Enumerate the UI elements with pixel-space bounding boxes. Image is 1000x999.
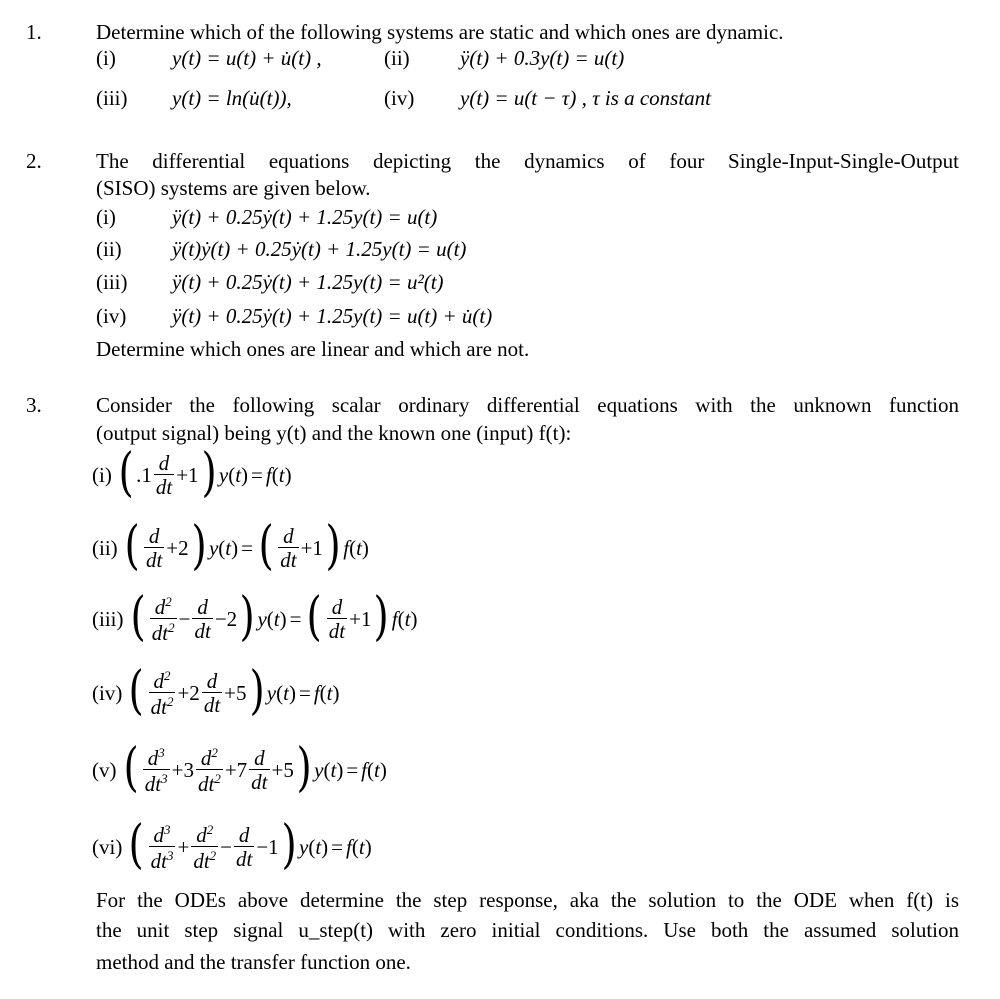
ode-ii: (ii) ( $\frac{d}{dt}$ +2 ) y ( t ) = ( $\frac{d}{dt}$ +1 ) f ( t ) (92, 516, 369, 576)
q2-item-1-label: (i) (96, 205, 116, 229)
question-3-prompt-line-2: (output signal) being y(t) and the known one (input) f(t): (96, 421, 572, 445)
ode-vi: (vi) ( $\frac{d^3}{dt^3}$ + $\frac{d^2}{dt^2}$ − $\frac{d}{dt}$ −1 ) y ( t ) = f ( t ) (92, 815, 372, 875)
question-3-closing-line-3: method and the transfer function one. (96, 950, 411, 974)
ode-vi-label: (vi) (92, 834, 123, 859)
question-1-number: 1. (26, 20, 42, 44)
q1-item-4-equation: y(t) = u(t − τ) , τ is a constant (460, 86, 712, 110)
ode-iii: (iii) ( $\frac{d^2}{dt^2}$ − $\frac{d}{dt}$ −2 ) y ( t ) = ( $\frac{d}{dt}$ +1 ) f ( t ) (92, 587, 418, 647)
q1-item-2-label: (ii) (384, 46, 410, 70)
ode-ii-label: (ii) (92, 535, 118, 560)
q2-item-3-label: (iii) (96, 270, 128, 294)
q1-item-2-equation: ÿ(t) + 0.3y(t) = u(t) (460, 46, 625, 70)
question-3-prompt-line-1: Consider the following scalar ordinary differential equations with the unknown function (96, 393, 959, 417)
ode-i-label: (i) (92, 462, 112, 487)
ode-iii-label: (iii) (92, 606, 124, 631)
q2-item-1-equation: ÿ(t) + 0.25ẏ(t) + 1.25y(t) = u(t) (172, 205, 438, 229)
q1-item-3-label: (iii) (96, 86, 128, 110)
q1-item-1-equation: y(t) = u(t) + u̇(t) , (172, 46, 322, 70)
q2-item-4-label: (iv) (96, 304, 127, 328)
q2-item-4-equation: ÿ(t) + 0.25ẏ(t) + 1.25y(t) = u(t) + u̇(t) (172, 304, 493, 328)
q1-item-1-label: (i) (96, 46, 116, 70)
ode-iv-label: (iv) (92, 680, 123, 705)
ode-v-label: (v) (92, 757, 117, 782)
ode-iv: (iv) ( $\frac{d^2}{dt^2}$ +2 $\frac{d}{dt}$ +5 ) y ( t ) = f ( t ) (92, 661, 340, 721)
question-3-closing-line-1: For the ODEs above determine the step response, aka the solution to the ODE when f(t) is (96, 888, 959, 912)
question-2-prompt-line-1: The differential equations depicting the dynamics of four Single-Input-Single-Output (96, 149, 959, 173)
q2-item-2-label: (ii) (96, 237, 122, 261)
q2-item-2-equation: ÿ(t)ẏ(t) + 0.25ẏ(t) + 1.25y(t) = u(t) (172, 237, 467, 261)
q1-item-4-label: (iv) (384, 86, 415, 110)
question-2-closing: Determine which ones are linear and which are not. (96, 337, 530, 361)
question-2-prompt-line-2: (SISO) systems are given below. (96, 176, 371, 200)
ode-v: (v) ( $\frac{d^3}{dt^3}$ +3 $\frac{d^2}{dt^2}$ +7 $\frac{d}{dt}$ +5 ) y ( t ) = f ( t ) (92, 738, 387, 798)
question-1-prompt: Determine which of the following systems are static and which ones are dynamic. (96, 20, 784, 44)
ode-i: (i) ( .1 $\frac{d}{dt}$ +1 ) y ( t ) = f ( t ) (92, 443, 292, 503)
q1-item-3-equation: y(t) = ln(u̇(t)), (172, 86, 292, 110)
question-3-closing-line-2: the unit step signal u_step(t) with zero initial conditions. Use both the assumed solution (96, 918, 959, 942)
question-3-number: 3. (26, 393, 42, 417)
q2-item-3-equation: ÿ(t) + 0.25ẏ(t) + 1.25y(t) = u²(t) (172, 270, 444, 294)
question-2-number: 2. (26, 149, 42, 173)
